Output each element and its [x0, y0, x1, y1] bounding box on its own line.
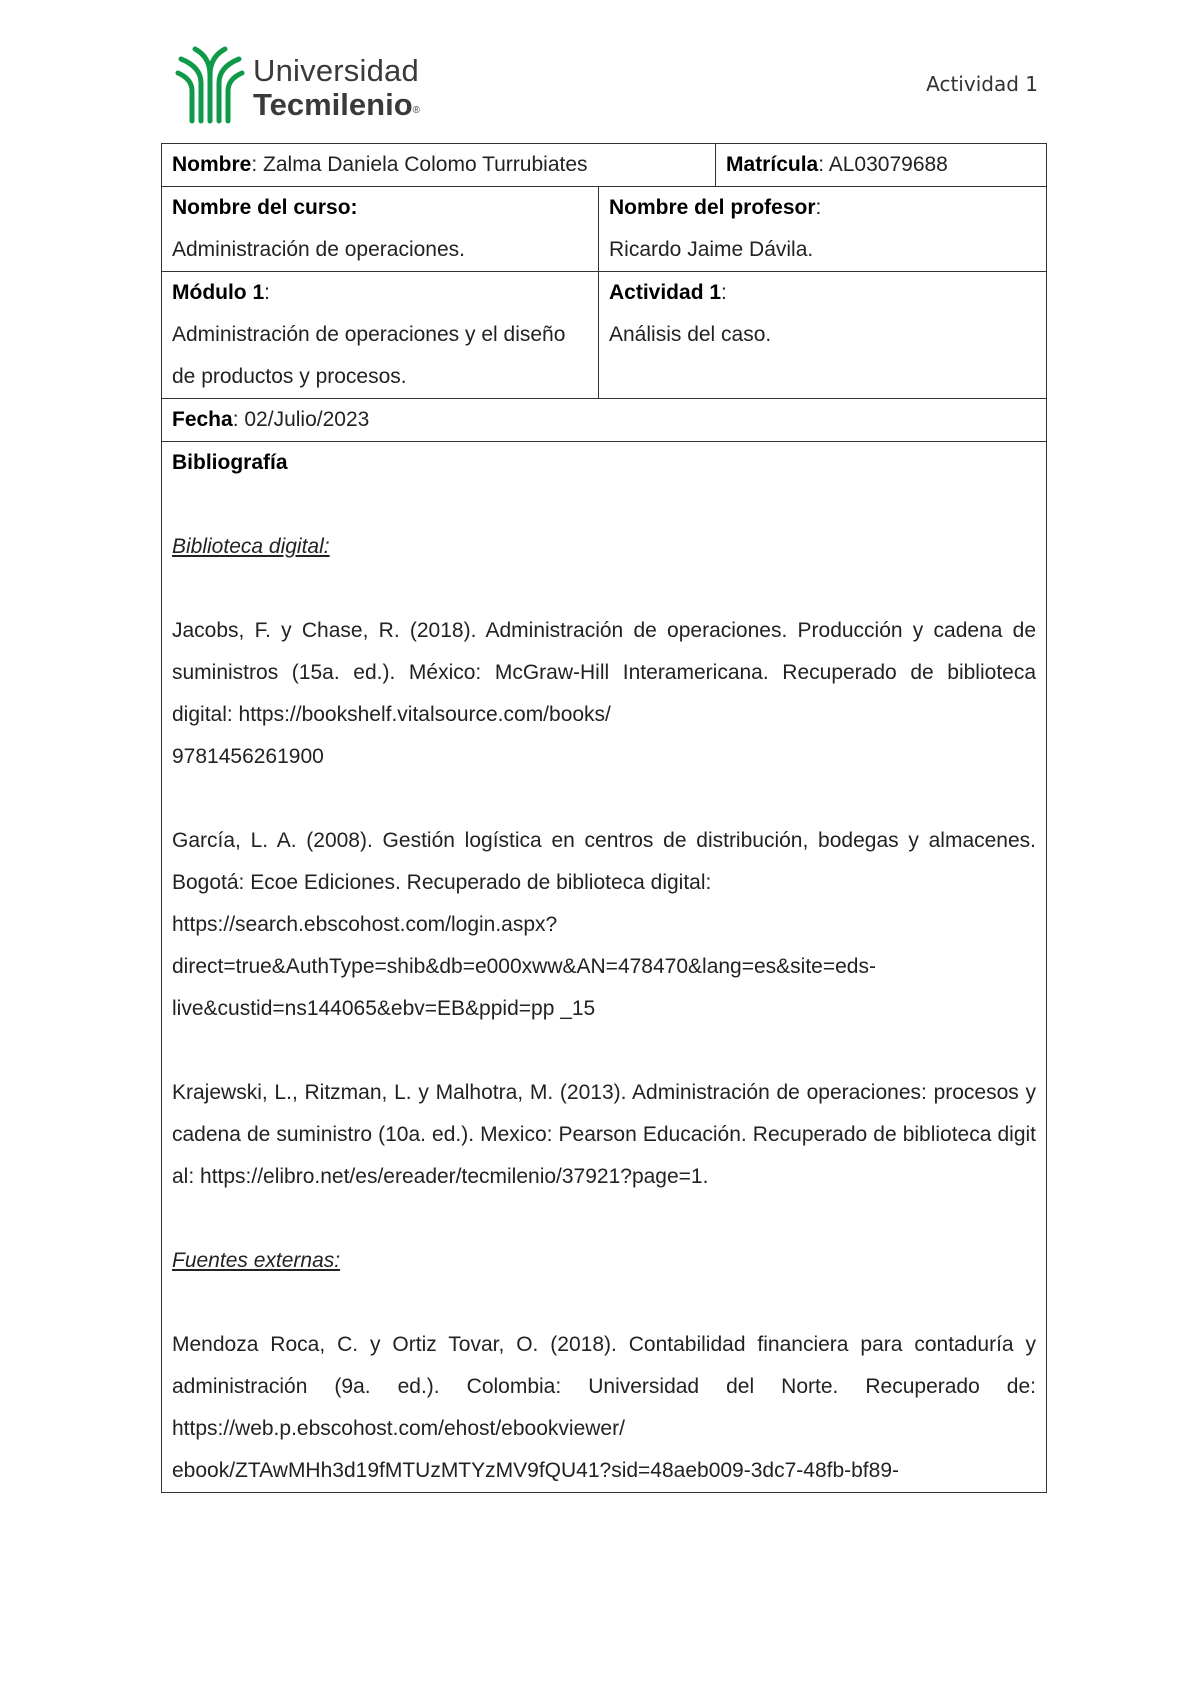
- cover-table: [161, 143, 1047, 1493]
- date-cell: Fecha: 02/Julio/2023: [162, 399, 1047, 442]
- logo-line2: [253, 89, 420, 120]
- matricula-cell: Matrícula: AL03079688: [716, 144, 1047, 187]
- tecmilenio-tree-icon: [175, 45, 245, 125]
- row-module: [162, 272, 1047, 399]
- nombre-label: Nombre: [172, 153, 252, 176]
- bibliography-title: Bibliografía: [172, 451, 288, 474]
- nombre-value: Zalma Daniela Colomo Turrubiates: [263, 153, 588, 176]
- reference-krajewski: Krajewski, L., Ritzman, L. y Malhotra, M. (2013). Administración de operaciones: procesos y cadena de suministro (10a. ed.). Mexico: Pearson Educación. Recuperado de biblioteca digital: https://elibro.net/es/ereader/tecmilenio/37921?page=1.: [172, 1081, 1037, 1188]
- reference-garcia-url-1: https://search.ebscohost.com/login.aspx?: [172, 913, 558, 936]
- digital-library-label: Biblioteca digital:: [172, 535, 330, 558]
- fecha-value: 02/Julio/2023: [244, 408, 370, 431]
- reference-mendoza-url-end: ebook/ZTAwMHh3d19fMTUzMTYzMV9fQU41?sid=48aeb009-3dc7-48fb-bf89-: [172, 1459, 899, 1482]
- curso-label: Nombre del curso:: [172, 196, 358, 219]
- row-bibliography: [162, 442, 1047, 1493]
- fecha-label: Fecha: [172, 408, 233, 431]
- row-course: [162, 187, 1047, 272]
- profesor-label: Nombre del profesor: [609, 196, 816, 219]
- reference-garcia: García, L. A. (2008). Gestión logística en centros de distribución, bodegas y almacenes. Bogotá: Ecoe Ediciones. Recuperado de biblioteca digital:: [172, 829, 1037, 894]
- bibliography-cell: [162, 442, 1047, 1493]
- row-date: [162, 399, 1047, 442]
- curso-value: Administración de operaciones.: [172, 238, 465, 261]
- external-sources-label: Fuentes externas:: [172, 1249, 341, 1272]
- student-name-cell: Nombre: Zalma Daniela Colomo Turrubiates: [162, 144, 716, 187]
- logo-line1: Universidad: [253, 53, 419, 88]
- professor-cell: Nombre del profesor: Ricardo Jaime Dávila.: [599, 187, 1047, 272]
- reference-mendoza: Mendoza Roca, C. y Ortiz Tovar, O. (2018). Contabilidad financiera para contaduría y administración (9a. ed.). Colombia: Universidad del Norte. Recuperado de: https://web.p.ebscohost.com/ehost/ebookviewer/: [172, 1333, 1037, 1440]
- modulo-value: Administración de operaciones y el diseño de productos y procesos.: [172, 323, 566, 388]
- matricula-value: AL03079688: [828, 153, 948, 176]
- reference-garcia-url-3: live&custid=ns144065&ebv=EB&ppid=pp _15: [172, 997, 596, 1020]
- university-logo: [175, 45, 455, 125]
- actividad-value: Análisis del caso.: [609, 323, 772, 346]
- row-student: [162, 144, 1047, 187]
- module-cell: Módulo 1: Administración de operaciones y el diseño de productos y procesos.: [162, 272, 599, 399]
- actividad-label: Actividad 1: [609, 281, 722, 304]
- profesor-value: Ricardo Jaime Dávila.: [609, 238, 814, 261]
- registered-mark: ®: [412, 105, 421, 116]
- reference-jacobs: Jacobs, F. y Chase, R. (2018). Administración de operaciones. Producción y cadena de suministros (15a. ed.). México: McGraw-Hill Interamericana. Recuperado de biblioteca digital: https://bookshelf.vitalsource.com/books/: [172, 619, 1037, 726]
- reference-jacobs-url-end: 9781456261900: [172, 745, 324, 768]
- logo-wordmark: [253, 55, 420, 120]
- logo-line2-text: Tecmilenio: [253, 87, 413, 122]
- activity-cell: Actividad 1: Análisis del caso.: [599, 272, 1047, 399]
- reference-garcia-url-2: direct=true&AuthType=shib&db=e000xww&AN=478470&lang=es&site=eds-: [172, 955, 876, 978]
- modulo-label: Módulo 1: [172, 281, 265, 304]
- activity-header-label: Actividad 1: [926, 72, 1038, 96]
- matricula-label: Matrícula: [726, 153, 819, 176]
- course-cell: [162, 187, 599, 272]
